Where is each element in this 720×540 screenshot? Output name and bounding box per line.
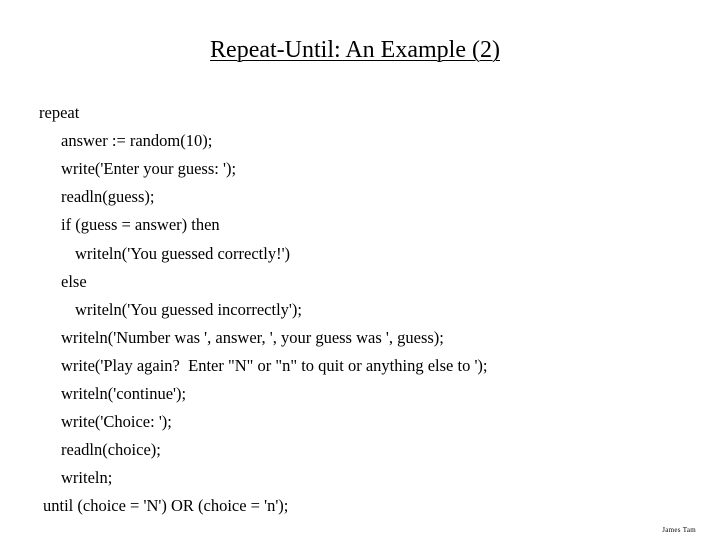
code-line: if (guess = answer) then: [61, 215, 220, 234]
code-line: until (choice = 'N') OR (choice = 'n');: [43, 496, 289, 515]
code-line: else: [61, 272, 87, 291]
code-line: readln(guess);: [61, 187, 155, 206]
code-line: writeln('You guessed correctly!'): [75, 244, 291, 263]
code-line: write('Choice: ');: [61, 412, 172, 431]
code-line: write('Play again? Enter "N" or "n" to quit or anything else to ');: [61, 356, 488, 375]
code-line: repeat: [39, 103, 80, 122]
code-line: write('Enter your guess: ');: [61, 159, 237, 178]
slide-title: Repeat-Until: An Example (2): [210, 37, 500, 63]
author-footer: James Tam: [662, 526, 696, 534]
code-line: writeln('Number was ', answer, ', your guess was ', guess);: [61, 328, 444, 347]
code-line: readln(choice);: [61, 440, 161, 459]
code-line: writeln;: [61, 468, 113, 487]
code-line: writeln('You guessed incorrectly');: [75, 300, 302, 319]
code-line: writeln('continue');: [61, 384, 187, 403]
code-line: answer := random(10);: [61, 131, 213, 150]
